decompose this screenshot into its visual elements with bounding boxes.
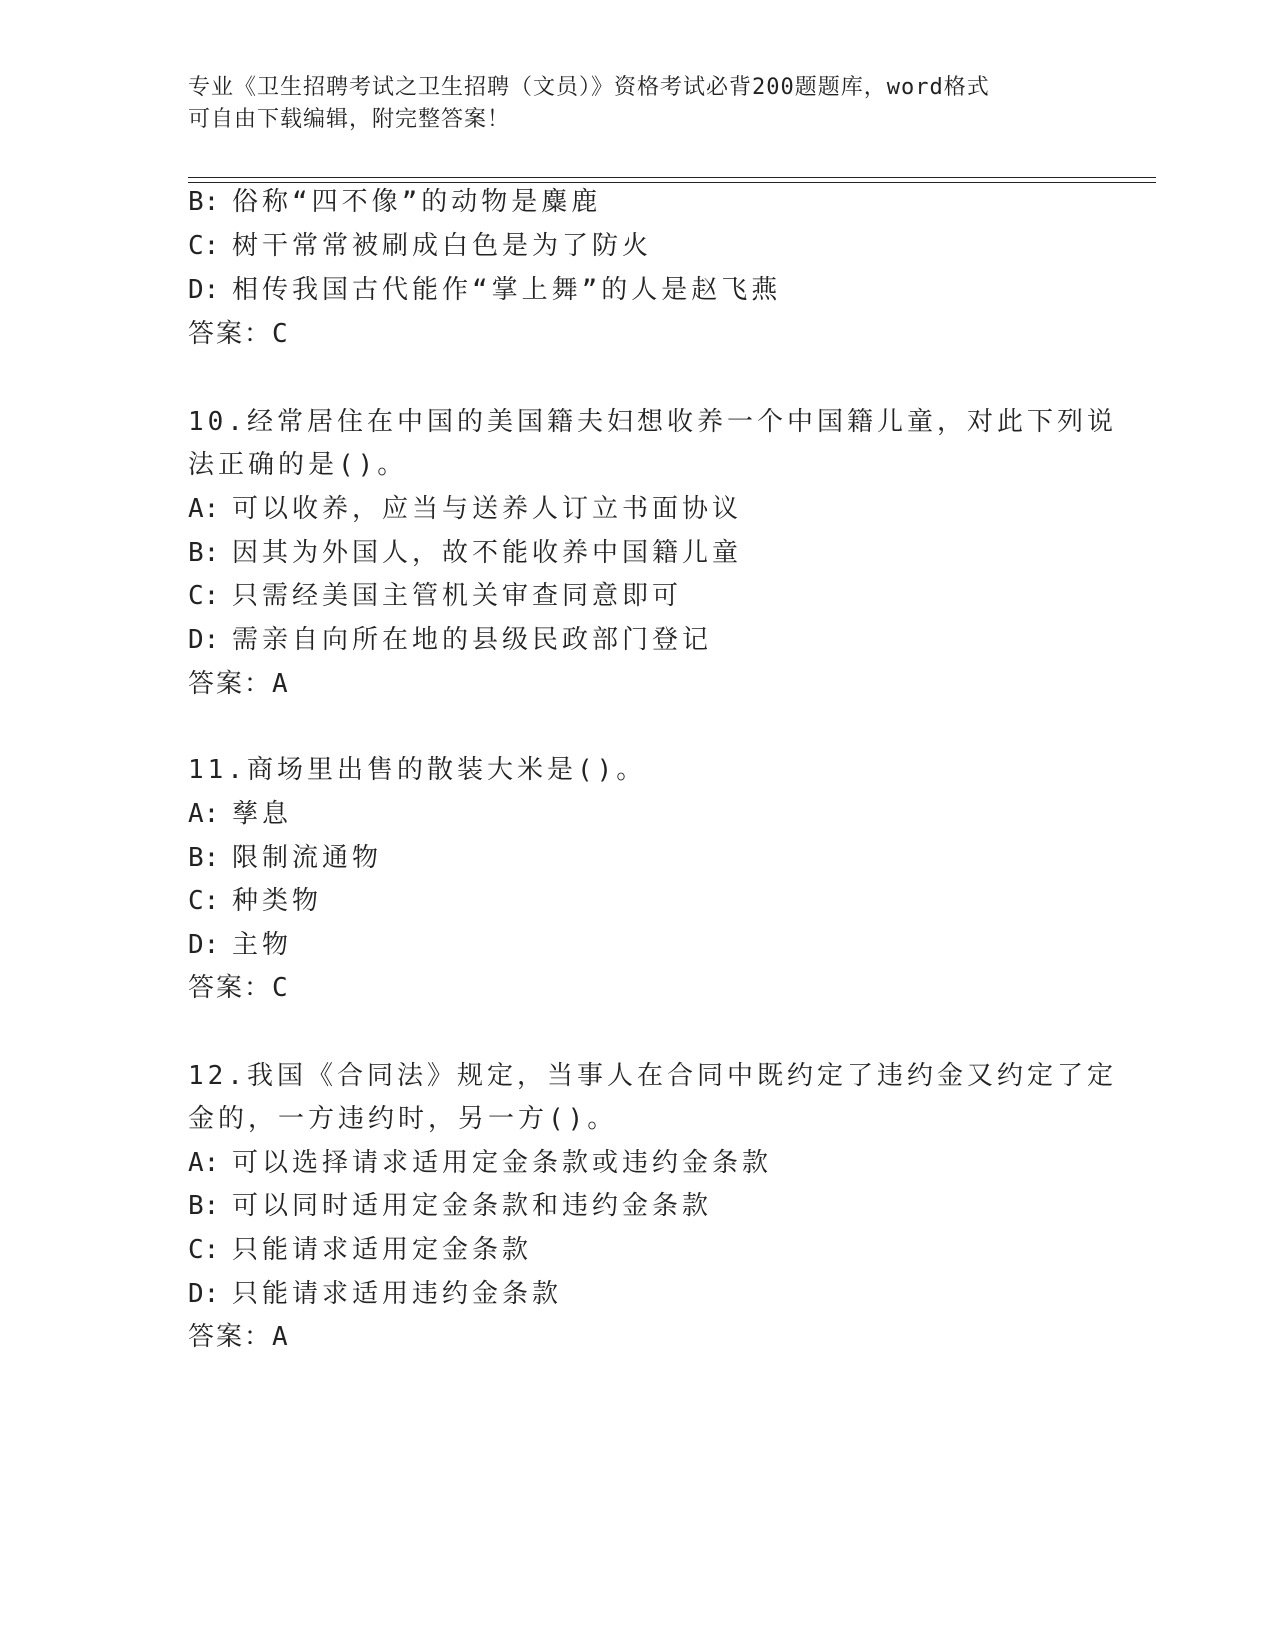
- option-key: C:: [188, 581, 220, 611]
- option-d: [188, 1276, 562, 1312]
- option-text: 可以收养，应当与送养人订立书面协议: [232, 494, 743, 524]
- option-key: B:: [188, 538, 220, 568]
- question-10-line-1: 10.经常居住在中国的美国籍夫妇想收养一个中国籍儿童，对此下列说: [188, 407, 1117, 437]
- option-c: [188, 1232, 532, 1268]
- option-key: B:: [188, 843, 220, 873]
- option-text: 只能请求适用定金条款: [232, 1235, 533, 1265]
- option-key: D:: [188, 1279, 220, 1309]
- question-11-line-1: 11.商场里出售的散装大米是()。: [188, 755, 647, 785]
- answer-line: 答案：C: [188, 319, 290, 349]
- option-key: B:: [188, 1191, 220, 1221]
- option-b: [188, 1188, 712, 1224]
- option-text: 只能请求适用违约金条款: [232, 1279, 563, 1309]
- option-a: [188, 491, 742, 527]
- option-a: [188, 1145, 772, 1181]
- option-key: C:: [188, 886, 220, 916]
- option-key: A:: [188, 799, 220, 829]
- option-text: 相传我国古代能作“掌上舞”的人是赵飞燕: [232, 275, 782, 305]
- answer-line: 答案：A: [188, 669, 290, 699]
- header-line-2: 可自由下载编辑，附完整答案！: [188, 107, 511, 132]
- option-b: [188, 840, 382, 876]
- option-key: B:: [188, 187, 220, 217]
- option-key: D:: [188, 275, 220, 305]
- option-key: A:: [188, 494, 220, 524]
- option-d: [188, 927, 292, 963]
- option-text: 只需经美国主管机关审查同意即可: [232, 581, 683, 611]
- option-key: A:: [188, 1148, 220, 1178]
- option-text: 需亲自向所在地的县级民政部门登记: [232, 625, 713, 655]
- option-d: [188, 272, 781, 308]
- question-12-line-2: 金的，一方违约时，另一方()。: [188, 1104, 618, 1134]
- option-b: [188, 535, 742, 571]
- option-c: [188, 883, 322, 919]
- question-12-line-1: 12.我国《合同法》规定，当事人在合同中既约定了违约金又约定了定: [188, 1061, 1117, 1091]
- header-line-1: 专业《卫生招聘考试之卫生招聘（文员）》资格考试必背200题题库，word格式: [188, 75, 990, 100]
- option-key: C:: [188, 1235, 220, 1265]
- option-text: 树干常常被刷成白色是为了防火: [232, 231, 653, 261]
- option-text: 因其为外国人，故不能收养中国籍儿童: [232, 538, 743, 568]
- option-key: C:: [188, 231, 220, 261]
- header-divider-bottom: [188, 182, 1156, 183]
- option-a: [188, 796, 292, 832]
- option-text: 可以选择请求适用定金条款或违约金条款: [232, 1148, 773, 1178]
- option-b: [188, 184, 601, 220]
- option-text: 俗称“四不像”的动物是麋鹿: [232, 187, 602, 217]
- option-key: D:: [188, 930, 220, 960]
- option-text: 孳息: [232, 799, 293, 829]
- answer-line: 答案：A: [188, 1322, 290, 1352]
- option-c: [188, 228, 652, 264]
- question-10-line-2: 法正确的是()。: [188, 450, 408, 480]
- option-key: D:: [188, 625, 220, 655]
- option-text: 种类物: [232, 886, 323, 916]
- option-c: [188, 578, 682, 614]
- option-text: 限制流通物: [232, 843, 383, 873]
- answer-line: 答案：C: [188, 973, 290, 1003]
- header-divider-top: [188, 177, 1156, 178]
- option-text: 可以同时适用定金条款和违约金条款: [232, 1191, 713, 1221]
- option-text: 主物: [232, 930, 293, 960]
- option-d: [188, 622, 712, 658]
- document-header: [188, 72, 1088, 136]
